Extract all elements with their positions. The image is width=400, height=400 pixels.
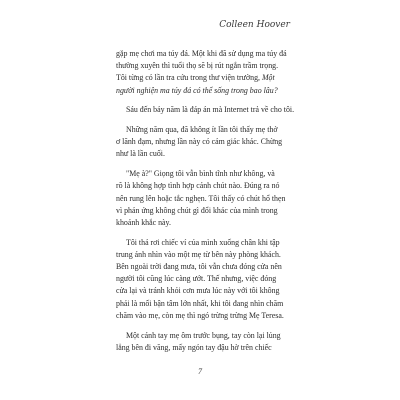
text-line: Những năm qua, đã không ít lần tôi thấy mẹ thở [126, 125, 278, 135]
page-number: 7 [198, 367, 202, 376]
running-header-author: Colleen Hoover [219, 20, 290, 30]
text-line: lẳng bên đi văng, mấy ngón tay đậu hờ trên chiếc [116, 342, 272, 352]
paragraph [116, 124, 284, 161]
text-line: thường xuyên thì tuổi thọ sẽ bị rút ngắn trầm trọng. [116, 61, 279, 71]
text-line: phải là mối bận tâm lớn nhất, khi tôi đang nhìn chăm [116, 298, 284, 308]
text-line: vì phản ứng không chút gì đổi khác của mình trong [116, 205, 278, 215]
text-line: Bên ngoài trời đang mưa, tôi vẫn chưa đóng cửa nên [116, 262, 282, 272]
paragraph [116, 168, 284, 229]
body-text [116, 48, 295, 354]
paragraph [116, 48, 287, 97]
text-line: trung ánh nhìn vào một mẹ từ bên này phòng khách. [116, 249, 281, 259]
text-line: Tôi thả rơi chiếc ví của mình xuống chân khi tập [126, 237, 280, 247]
text-line: người nghiện ma túy đá có thể sống trong bao lâu? [116, 85, 278, 95]
text-line: ơ lãnh đạm, nhưng lần này có cảm giác khác. Chừng [116, 137, 283, 147]
text-line: gặp mẹ chơi ma túy đá. Một khi đã sử dụng ma túy đá [116, 49, 287, 58]
text-line: "Mẹ à?" Giọng tôi vẫn bình tĩnh như không, và [126, 169, 275, 179]
paragraph [116, 330, 284, 354]
paragraph [116, 104, 295, 116]
text-line: chăm vào mẹ, còn mẹ thì ngó trừng trừng Mẹ Teresa. [116, 310, 284, 320]
text-line: như là lần cuối. [116, 149, 165, 159]
paragraph [116, 237, 284, 322]
text-line: khoảnh khắc này. [116, 217, 171, 227]
text-line: cửa lại và tránh khỏi cơn mưa lúc này với tôi không [116, 286, 280, 296]
text-line: người tôi cũng lúc càng ướt. Thế nhưng, việc đóng [116, 274, 277, 284]
text-line: nên rung lên hoặc tắc nghẹn. Tôi thấy có chút hổ thẹn [116, 193, 286, 203]
text-line: Tôi từng có lần tra cứu trong thư viện trường, Một [116, 73, 275, 83]
text-line: Sáu đến bảy năm là đáp án mà Internet trả về cho tôi. [126, 105, 295, 115]
text-line: Một cánh tay mẹ ôm trước bụng, tay còn lại lủng [126, 330, 281, 340]
text-line: rõ là không hợp tình hợp cảnh chút nào. Đúng ra nó [116, 181, 280, 191]
